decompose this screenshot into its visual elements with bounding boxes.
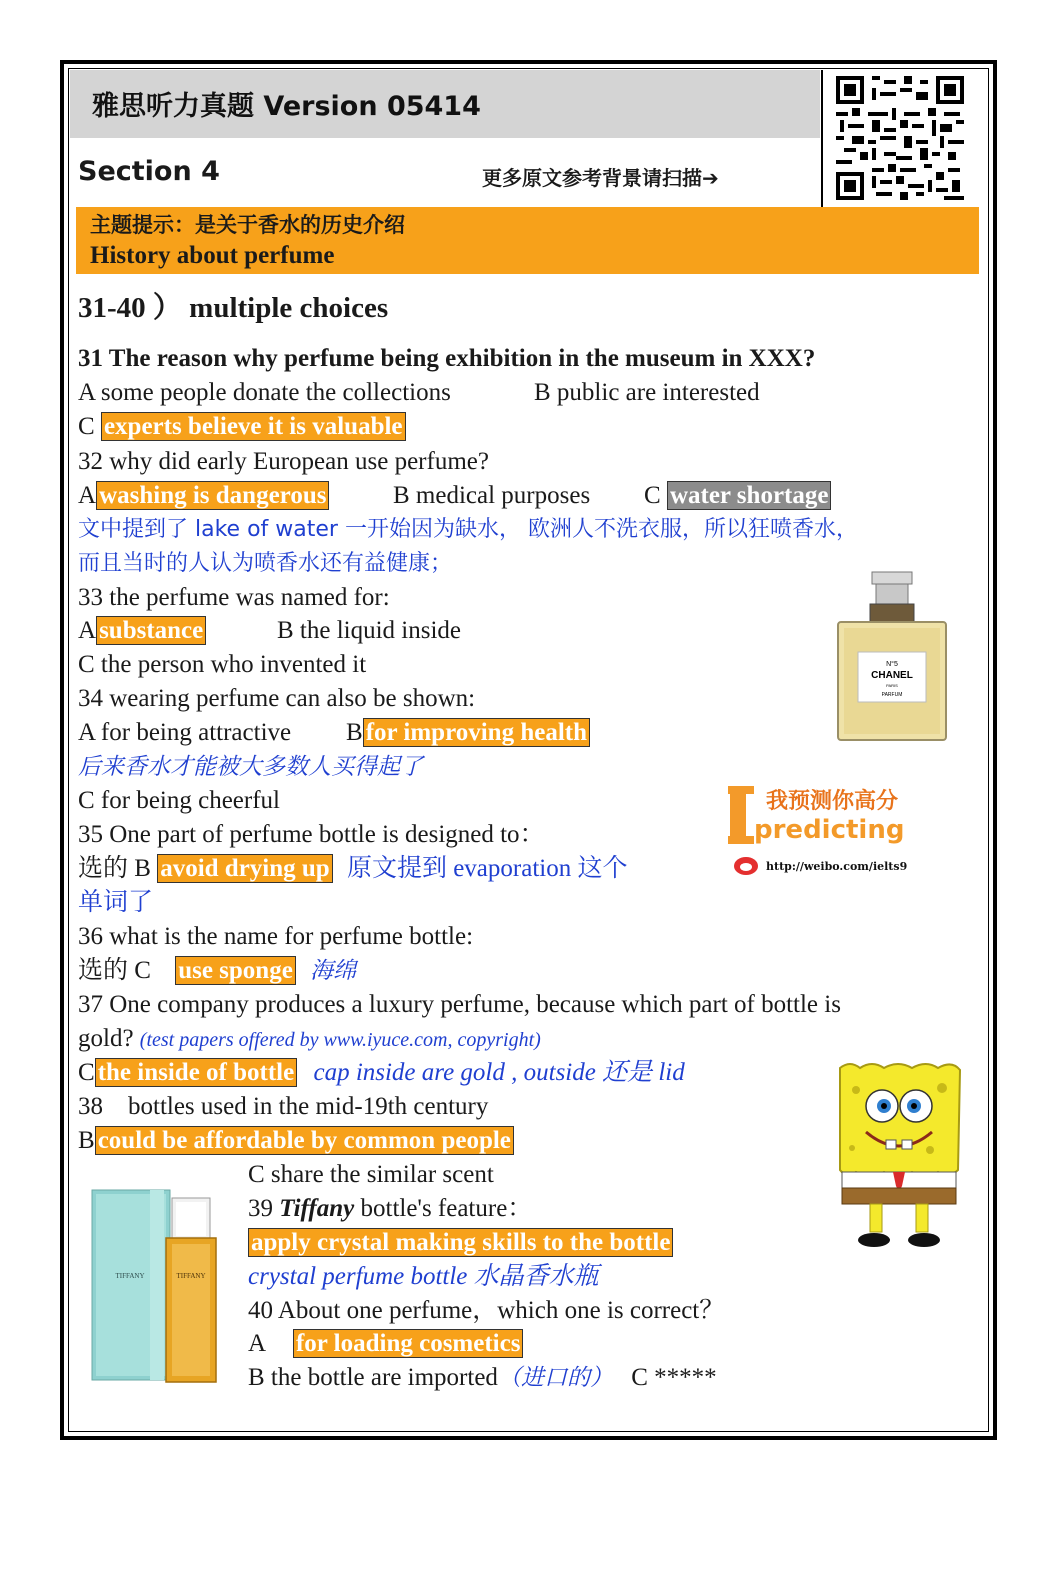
option-letter: B — [78, 1127, 95, 1154]
qr-code-icon[interactable] — [836, 76, 964, 200]
q39-question-rest: bottle's feature： — [360, 1195, 533, 1222]
option-letter: C — [78, 1059, 95, 1086]
q37-answer-line — [78, 1057, 685, 1089]
q33-option-a — [78, 615, 206, 647]
q33-option-b: B the liquid inside — [277, 617, 462, 644]
copyright-note: (test papers offered by www.iyuce.com, copyright) — [139, 1029, 541, 1051]
q36-question: 36 what is the name for perfume bottle: — [78, 923, 474, 950]
q31-question: 31 The reason why perfume being exhibition in the museum in XXX? — [78, 345, 816, 372]
q38-option-c: C share the similar scent — [248, 1161, 494, 1188]
option-letter: A — [78, 617, 97, 644]
answer-prefix: 选的 C — [78, 957, 151, 984]
q34-option-c: C for being cheerful — [78, 787, 281, 814]
q33-question: 33 the perfume was named for: — [78, 584, 390, 611]
q34-note: 后来香水才能被大多数人买得起了 — [78, 754, 423, 780]
predicting-logo — [728, 782, 924, 880]
q36-answer: use sponge — [175, 956, 296, 985]
q39-question — [248, 1193, 532, 1225]
option-letter: A — [78, 482, 97, 509]
q31-answer: experts believe it is valuable — [101, 412, 406, 441]
q34-option-a: A for being attractive — [78, 719, 292, 746]
q37-note: cap inside are gold , outside 还是 lid — [313, 1059, 685, 1086]
option-letter: B — [346, 719, 363, 746]
q39-answer: apply crystal making skills to the bottle — [248, 1228, 673, 1257]
qr-divider — [821, 70, 823, 207]
q34-option-b — [346, 717, 590, 749]
option-letter: C — [644, 482, 661, 509]
page-title: 雅思听力真题 Version 05414 — [92, 91, 481, 122]
section-label: Section 4 — [78, 156, 220, 187]
q38-question: 38 bottles used in the mid-19th century — [78, 1093, 489, 1120]
q35-note-cont: 单词了 — [78, 889, 154, 916]
q37-question-cont — [78, 1023, 541, 1056]
topic-hint-en: History about perfume — [90, 242, 335, 269]
q34-answer: for improving health — [363, 718, 590, 747]
q32-option-c — [644, 480, 831, 512]
q37-answer: the inside of bottle — [95, 1058, 298, 1087]
chanel-label-parfum: PARFUM — [881, 692, 903, 698]
q32-note-line1: 文中提到了 lake of water 一开始因为缺水， 欧洲人不洗衣服，所以狂喷香水， — [78, 517, 858, 542]
topic-hint-cn: 主题提示：是关于香水的历史介绍 — [90, 213, 405, 237]
q32-note-line2: 而且当时的人认为喷香水还有益健康； — [78, 551, 453, 576]
q39-number: 39 — [248, 1195, 273, 1222]
q32-option-a — [78, 480, 329, 512]
logo-en-text: predicting — [754, 815, 905, 845]
chanel-label-paris: PARIS — [886, 683, 898, 688]
q37-question-end: gold? — [78, 1025, 134, 1052]
q35-note: 原文提到 evaporation 这个 — [346, 855, 628, 882]
tiffany-box-label: TIFFANY — [115, 1272, 145, 1280]
logo-url: http://weibo.com/ielts9 — [766, 860, 908, 873]
q40-option-c: C ***** — [631, 1364, 717, 1391]
q35-answer: avoid drying up — [157, 854, 333, 883]
q38-answer-line — [78, 1125, 514, 1157]
scan-hint: 更多原文参考背景请扫描➔ — [482, 166, 719, 190]
chanel-label-no5: N°5 — [886, 661, 898, 668]
chanel-label-brand: CHANEL — [871, 670, 913, 681]
q40-answer: for loading cosmetics — [293, 1329, 524, 1358]
q32-question: 32 why did early European use perfume? — [78, 448, 489, 475]
q40-option-b — [248, 1362, 717, 1394]
q34-question: 34 wearing perfume can also be shown: — [78, 685, 476, 712]
q33-option-c: C the person who invented it — [78, 651, 367, 678]
q31-option-b: B public are interested — [534, 379, 760, 406]
q40-option-b-note: （进口的） — [497, 1365, 613, 1391]
chanel-perfume-bottle-image — [832, 568, 952, 746]
q36-note: 海绵 — [310, 958, 357, 984]
q32-option-b: B medical purposes — [393, 482, 591, 509]
q32-answer: washing is dangerous — [96, 481, 329, 510]
q36-answer-line — [78, 955, 356, 987]
answer-prefix: 选的 B — [78, 855, 151, 882]
tiffany-perfume-image — [88, 1186, 220, 1386]
q37-question: 37 One company produces a luxury perfume, because which part of bottle is — [78, 991, 841, 1018]
tiffany-bottle-label: TIFFANY — [176, 1272, 206, 1280]
q33-answer: substance — [96, 616, 206, 645]
logo-cn-text: 我预测你高分 — [766, 788, 899, 814]
q31-option-c — [78, 411, 406, 443]
question-range-title: 31-40 ） multiple choices — [78, 292, 389, 324]
q35-question: 35 One part of perfume bottle is designed to： — [78, 821, 545, 848]
q40-option-a — [248, 1328, 523, 1360]
q39-brand: Tiffany — [279, 1195, 355, 1222]
q32-option-c-gray: water shortage — [667, 481, 832, 510]
q31-option-a: A some people donate the collections — [78, 379, 451, 406]
q40-option-b-text: B the bottle are imported — [248, 1364, 498, 1391]
q39-note: crystal perfume bottle 水晶香水瓶 — [248, 1263, 599, 1290]
spongebob-image — [830, 1060, 968, 1250]
q40-question: 40 About one perfume，which one is correct？ — [248, 1297, 725, 1324]
q35-answer-line — [78, 853, 627, 885]
option-letter: A — [248, 1330, 265, 1357]
option-letter: C — [78, 413, 95, 440]
q39-answer-line — [248, 1227, 673, 1259]
q38-answer: could be affordable by common people — [95, 1126, 514, 1155]
